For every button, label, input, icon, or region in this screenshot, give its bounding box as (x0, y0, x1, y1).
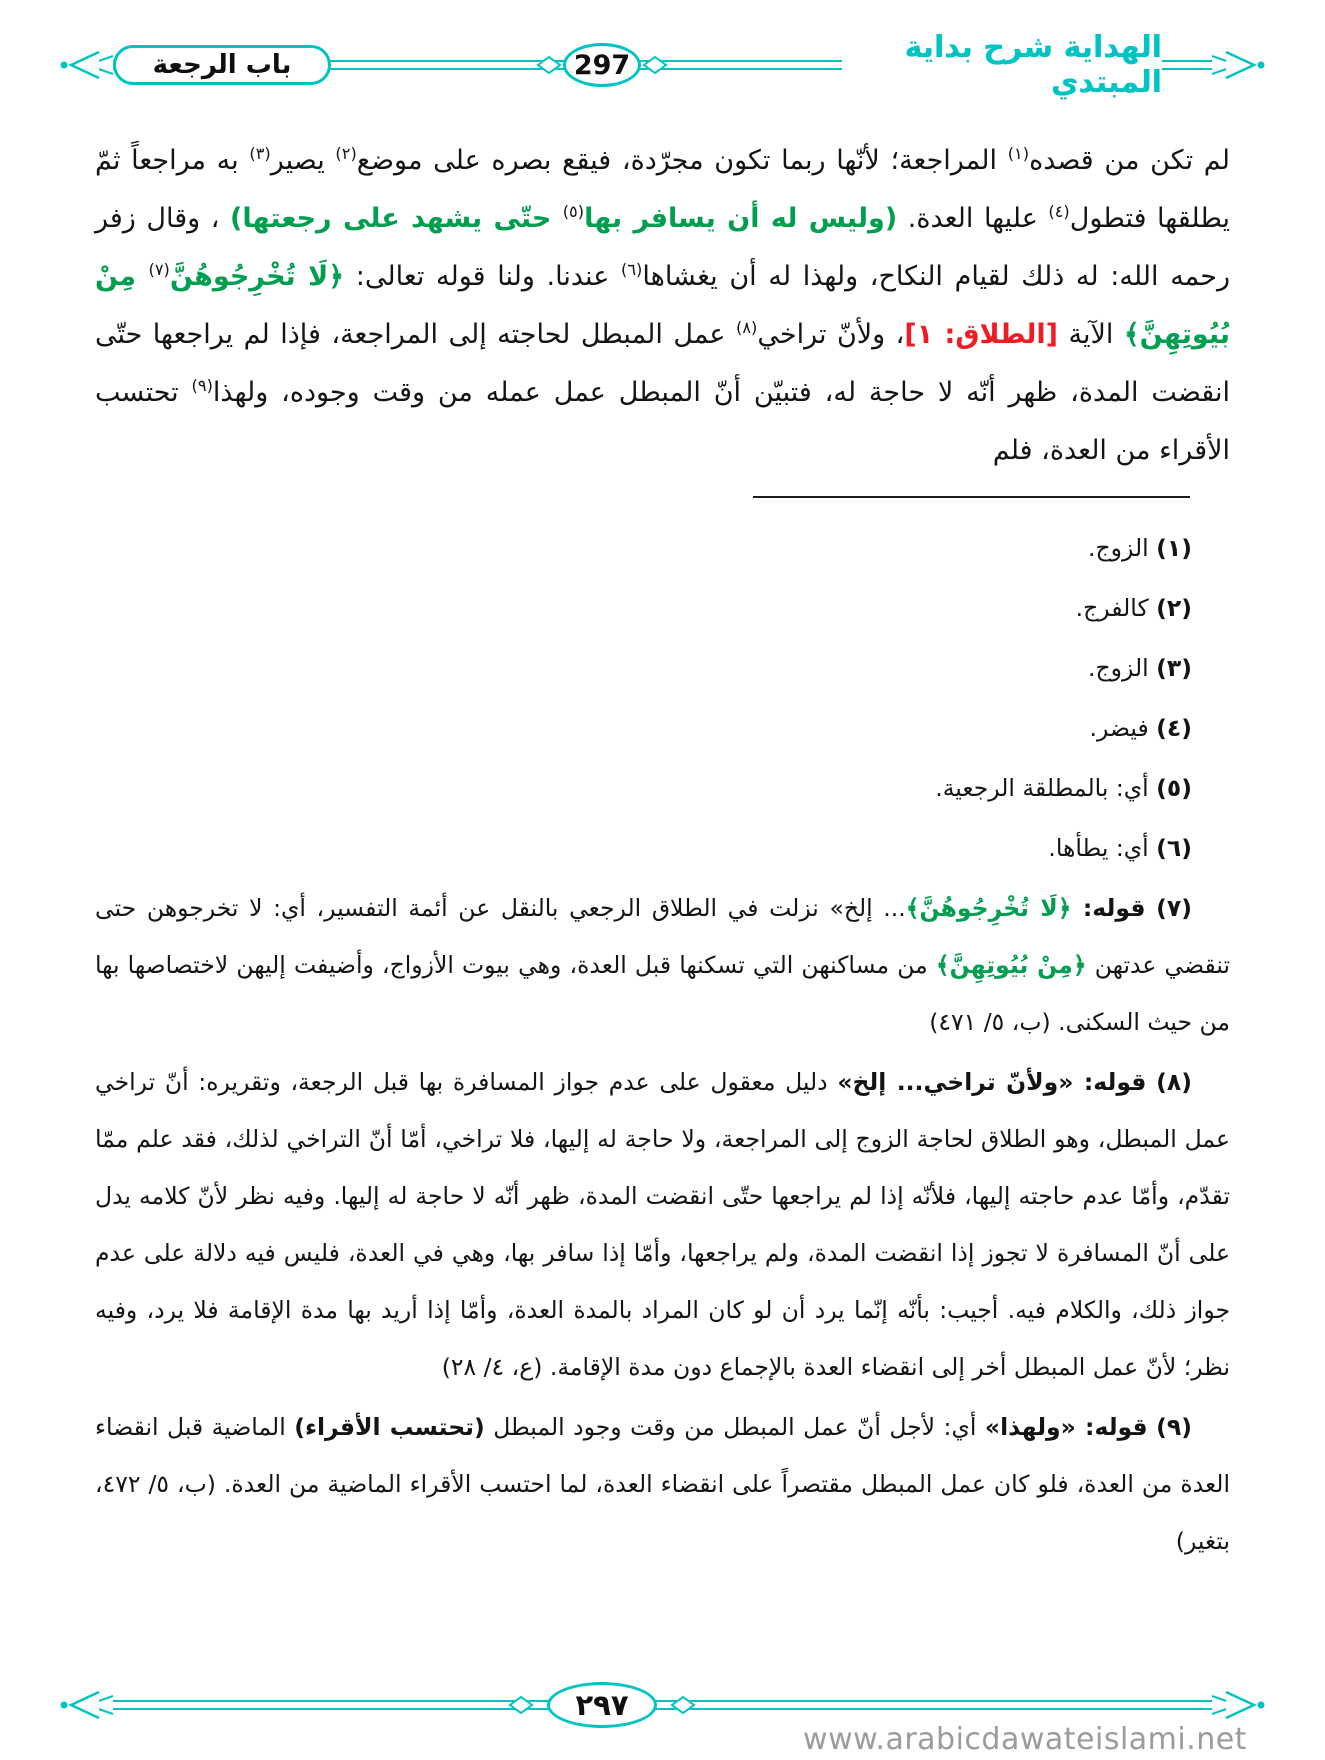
footnote-text-segment: ﴿مِنْ بُيُوتِهِنَّ﴾ (935, 951, 1087, 979)
footnote-item-9 (95, 1399, 1230, 1570)
footnote-marker: (٤) (1156, 714, 1192, 742)
footnote-ref: (٥) (562, 202, 585, 221)
footnote-text-segment: قوله: «ولهذا» (984, 1413, 1148, 1441)
footnote-ref: (٦) (621, 260, 643, 279)
footnote-item-5 (95, 760, 1230, 817)
footnote-text-segment: ... إلخ» نزلت في الطلاق الرجعي بالنقل عن أئمة التفسير، أي: لا تخرجوهن حتى تنقضي عدتهن (95, 894, 1230, 979)
footnote-marker: (٥) (1156, 774, 1192, 802)
chapter-title-badge (113, 45, 331, 85)
footnote-separator (753, 496, 1190, 498)
footnote-text-segment: من مساكنهن التي تسكنها قبل العدة، وهي بيوت الأزواج، وأضيفت إليهن لاختصاصها بها من حيث السكنى. (ب، ٥/ ٤٧١) (95, 951, 1230, 1036)
main-text-segment: الآية (1058, 319, 1124, 350)
footnote-ref: (٧) (148, 260, 170, 279)
footnote-item-4 (95, 700, 1230, 757)
book-title-calligraphy (842, 30, 1162, 100)
right-finial-icon (1212, 52, 1265, 78)
main-text-segment: عمل المبطل لحاجته إلى المراجعة، فإذا لم يراجعها حتّى انقضت المدة، ظهر أنّه لا حاجة له، فتبيّن أنّ المبطل عمل عمله من وقت وجوده، ولهذا (95, 319, 1230, 408)
main-text-segment: ، وقال زفر رحمه الله: له ذلك لقيام النكاح، ولهذا له أن يغشاها (95, 203, 1231, 292)
diamond-ornament (538, 57, 560, 73)
main-text-segment: لم تكن من قصده (1029, 145, 1230, 176)
main-text-segment: عندنا. ولنا قوله تعالى: (344, 261, 621, 292)
footnote-ref: (٤) (1048, 202, 1070, 221)
footnote-text-segment: ﴿لَا تُخْرِجُوهُنَّ﴾ (905, 894, 1072, 922)
footnote-marker: (٢) (1156, 594, 1192, 622)
footnote-marker: (٨) (1156, 1068, 1192, 1096)
page-number: 297 (573, 49, 631, 81)
footnote-text-segment: كالفرج. (1075, 594, 1149, 622)
footnote-item-2 (95, 580, 1230, 637)
footnote-item-3 (95, 640, 1230, 697)
footnotes-section (95, 520, 1230, 1570)
diamond-ornament (644, 57, 666, 73)
footnote-marker: (٩) (1156, 1413, 1192, 1441)
main-text-segment: يصير (270, 145, 336, 176)
main-text-segment: (وليس له أن يسافر بها (584, 203, 898, 234)
main-text-segment: حتّى يشهد على رجعتها) (230, 203, 563, 234)
book-title-text: الهداية شرح بداية المبتدي (904, 30, 1162, 100)
footnote-item-1 (95, 520, 1230, 577)
footnote-item-7 (95, 880, 1230, 1051)
footnote-ref: (٢) (335, 144, 357, 163)
footnote-ref: (٩) (191, 376, 213, 395)
footnote-item-6 (95, 820, 1230, 877)
diamond-ornament (510, 1697, 532, 1713)
main-text-segment: عليها العدة. (897, 203, 1049, 234)
website-watermark: www.arabicdawateislami.net (803, 1722, 1247, 1757)
footnote-text-segment: أي: يطأها. (1048, 834, 1149, 862)
footnote-marker: (٣) (1156, 654, 1192, 682)
footnote-ref: (٨) (736, 318, 758, 337)
footnote-marker: (١) (1156, 534, 1192, 562)
main-text-segment: مِنْ بُيُوتِهِنَّ﴾ (95, 261, 1230, 350)
footnote-text-segment: الزوج. (1088, 654, 1149, 682)
footnote-ref: (١) (1007, 144, 1030, 163)
diamond-ornament (672, 1697, 694, 1713)
main-text-segment: ﴿لَا تُخْرِجُوهُنَّ (169, 261, 345, 292)
main-text-segment: تحتسب الأقراء من العدة، فلم (95, 377, 1230, 466)
main-text-segment: المراجعة؛ لأنّها ربما تكون مجرّدة، فيقع بصره على موضع (356, 145, 1008, 176)
page-number-badge (563, 43, 641, 87)
footnote-ref: (٣) (249, 144, 271, 163)
footnote-text-segment: (تحتسب الأقراء) (294, 1413, 485, 1441)
footnote-text-segment: الزوج. (1088, 534, 1149, 562)
footnote-text-segment: دليل معقول على عدم جواز المسافرة بها قبل الرجعة، وتقريره: أنّ تراخي عمل المبطل، وهو الطلاق لحاجة الزوج إلى المراجعة، ولا حاجة له إليها، فلا تراخي، أمّا أنّ التراخي لذلك، فقد علم ممّا تقدّم، وأمّا عدم حاجته إليها، فلأنّه إذا لم يراجعها حتّى انقضت المدة، ظهر أنّه لا حاجة له إليها. وفيه نظر لأنّ كلامه يدل على أنّ المسافرة لا تجوز إذا انقضت المدة، ولم يراجعها، وأمّا إذا سافر بها، وهي في العدة، فليس فيه دلالة على عدم جواز ذلك، والكلام فيه. أجيب: بأنّه إنّما يرد أن لو كان المراد بالمدة العدة، وأمّا إذا أريد بها مدة الإقامة فلا يرد، وفيه نظر؛ لأنّ عمل المبطل أخر إلى انقضاء العدة بالإجماع دون مدة الإقامة. (ع، ٤/ ٢٨) (95, 1068, 1230, 1381)
main-text-paragraph (95, 132, 1230, 480)
footnote-text-segment: أي: بالمطلقة الرجعية. (935, 774, 1149, 802)
main-text-segment: به مراجعاً ثمّ يطلقها فتطول (95, 145, 1230, 234)
left-finial-icon (61, 52, 114, 78)
page-header (55, 30, 1270, 100)
footnote-text-segment: فيضر. (1089, 714, 1149, 742)
footnote-text-segment: قوله: «ولأنّ تراخي... إلخ» (837, 1068, 1147, 1096)
footnote-text-segment: قوله: (1071, 894, 1146, 922)
left-finial-icon (61, 1692, 114, 1718)
footer-page-number-badge (547, 1682, 657, 1728)
page-content (95, 132, 1230, 1573)
main-text-segment: ، ولأنّ تراخي (757, 319, 905, 350)
footnote-marker: (٦) (1156, 834, 1192, 862)
footnote-text-segment: أي: لأجل أنّ عمل المبطل من وقت وجود المبطل (484, 1413, 985, 1441)
chapter-title: باب الرجعة (152, 50, 292, 80)
footnote-item-8 (95, 1054, 1230, 1396)
footer-page-number: ٢٩٧ (575, 1688, 629, 1722)
footnote-marker: (٧) (1156, 894, 1192, 922)
footnote-text-segment: الماضية قبل انقضاء العدة من العدة، فلو كان عمل المبطل مقتصراً على انقضاء العدة، لما احتسب الأقراء الماضية من العدة. (ب، ٥/ ٤٧٢، بتغير) (95, 1413, 1230, 1555)
right-finial-icon (1212, 1692, 1265, 1718)
main-text-segment: [الطلاق: ١] (904, 319, 1058, 350)
